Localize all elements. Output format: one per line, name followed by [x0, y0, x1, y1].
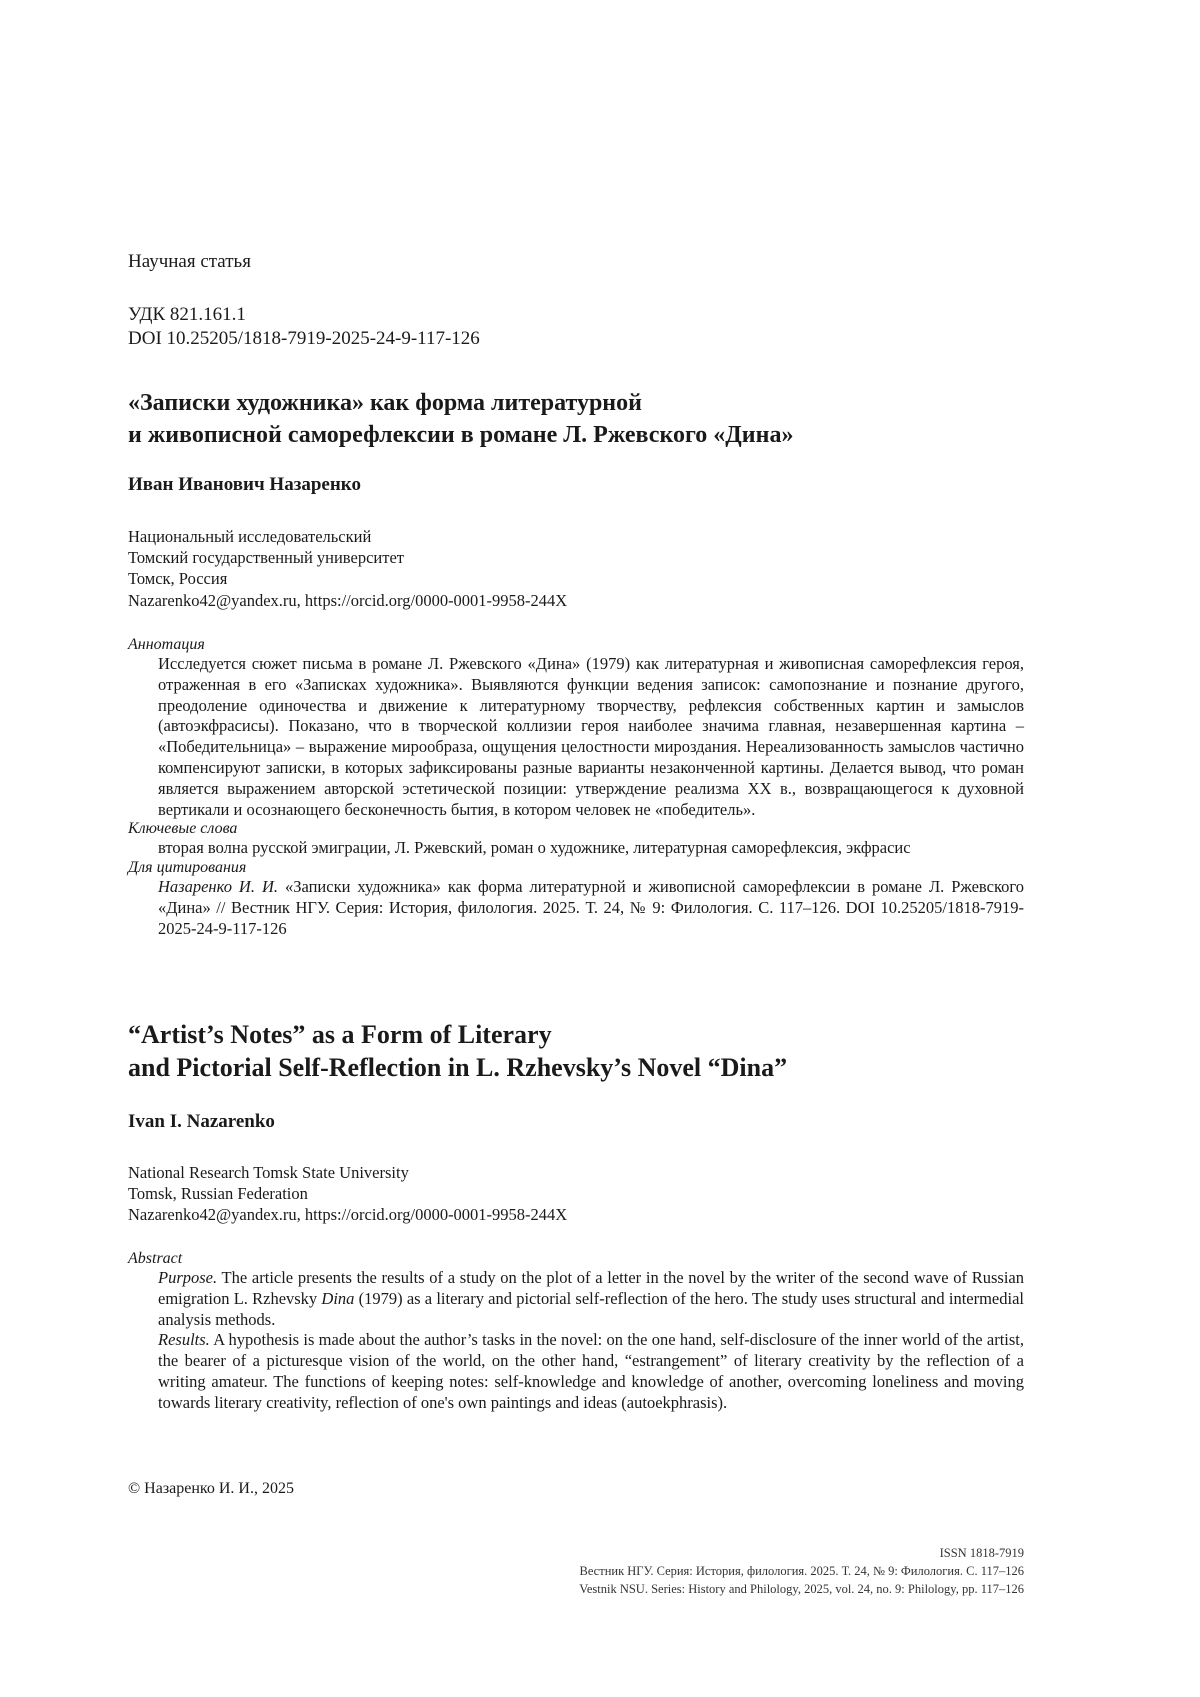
results-text: A hypothesis is made about the author’s tasks in the novel: on the one hand, self-disclosure of the inner world of the artist, the bearer of a picturesque vision of the world, on the other hand, “estrangement” of literary creativity by the reflection of a writing amateur. The functions of keeping notes: self-knowledge and knowledge of another, overcoming loneliness and moving towards literary creativity, reflection of one's own paintings and ideas (autoekphrasis). [158, 1330, 1024, 1412]
abstract-section [128, 1250, 1024, 1414]
purpose-text-a: The article presents the results of a study on the plot of a letter in the novel by the writer of the second wave of Russian emigration L. Rzhevsky [158, 1268, 1024, 1308]
purpose-title: Dina [321, 1288, 355, 1308]
affiliation-ru-line2: Томский государственный университет [128, 548, 404, 567]
journal-ref-ru: Вестник НГУ. Серия: История, филология. 2025. Т. 24, № 9: Филология. С. 117–126 [579, 1564, 1024, 1578]
results-label: Results. [158, 1330, 210, 1350]
identifiers [128, 303, 480, 351]
article-type: Научная статья [128, 251, 251, 272]
issn: ISSN 1818-7919 [939, 1546, 1024, 1560]
title-en [128, 1018, 1028, 1084]
journal-ref-en: Vestnik NSU. Series: History and Philology, 2025, vol. 24, no. 9: Philology, pp. 117–126 [579, 1582, 1024, 1596]
affiliation-ru-line3: Томск, Россия [128, 569, 228, 588]
udc-code: УДК 821.161.1 [128, 304, 246, 325]
contact-en: Nazarenko42@yandex.ru, https://orcid.org/0000-0001-9958-244X [128, 1205, 568, 1224]
keywords-label: Ключевые слова [128, 820, 238, 838]
purpose-text-b: (1979) as a literary and pictorial self-reflection of the hero. The study uses structural and intermedial analysis methods. [158, 1288, 1025, 1329]
affiliation-ru [128, 526, 404, 589]
title-en-line1: “Artist’s Notes” as a Form of Literary [128, 1020, 552, 1049]
contact-ru: Nazarenko42@yandex.ru, https://orcid.org/0000-0001-9958-244X [128, 591, 568, 610]
citation-author: Назаренко И. И. [158, 877, 278, 897]
author-en: Ivan I. Nazarenko [128, 1111, 275, 1132]
title-ru-line1: «Записки художника» как форма литературной [128, 390, 642, 416]
affiliation-ru-line1: Национальный исследовательский [128, 527, 372, 546]
purpose-label: Purpose. [158, 1268, 218, 1287]
doi: DOI 10.25205/1818-7919-2025-24-9-117-126 [128, 328, 480, 349]
citation [128, 877, 1024, 939]
title-ru [128, 387, 1028, 451]
citation-label: Для цитирования [128, 859, 247, 877]
journal-footer [579, 1544, 1024, 1598]
abstract-results [128, 1330, 1024, 1413]
keywords-text: вторая волна русской эмиграции, Л. Ржевский, роман о художнике, литературная саморефлексия, экфрасис [158, 838, 911, 858]
affiliation-en-line1: National Research Tomsk State University [128, 1163, 409, 1182]
affiliation-en-line2: Tomsk, Russian Federation [128, 1184, 308, 1203]
affiliation-en [128, 1162, 409, 1204]
abstract-label: Abstract [128, 1250, 183, 1267]
citation-text: «Записки художника» как форма литературной и живописной саморефлексии в романе Л. Ржевского «Дина» // Вестник НГУ. Серия: История, филология. 2025. Т. 24, № 9: Филология. С. 117–126. DOI 10.25205/1818-7919-2025-24-9-117-126 [158, 877, 1024, 938]
annotation-label: Аннотация [128, 636, 205, 653]
annotation-text: Исследуется сюжет письма в романе Л. Ржевского «Дина» (1979) как литературная и живописная саморефлексия героя, отраженная в его «Записках художника». Выявляются функции ведения записок: самопознание и познание другого, преодоление одиночества и движение к литературному творчеству, рефлексия собственных картин и замыслов (автоэкфрасисы). Показано, что в творческой коллизии героя наиболее значима главная, незавершенная картина – «Победительница» – выражение мирообраза, ощущения целостности мироздания. Нереализованность замыслов частично компенсируют записки, в которых зафиксированы разные варианты незаконченной картины. Делается вывод, что роман является выражением авторской эстетической позиции: утверждение реализма XX в., возвращающегося к духовной вертикали и осознающего бесконечность бытия, в котором человек не «победитель». [158, 654, 1024, 819]
abstract-purpose [128, 1268, 1024, 1330]
title-ru-line2: и живописной саморефлексии в романе Л. Ржевского «Дина» [128, 422, 794, 448]
copyright: © Назаренко И. И., 2025 [128, 1480, 294, 1497]
annotation-section [128, 636, 1024, 940]
title-en-line2: and Pictorial Self-Reflection in L. Rzhevsky’s Novel “Dina” [128, 1053, 788, 1082]
author-ru: Иван Иванович Назаренко [128, 474, 361, 495]
